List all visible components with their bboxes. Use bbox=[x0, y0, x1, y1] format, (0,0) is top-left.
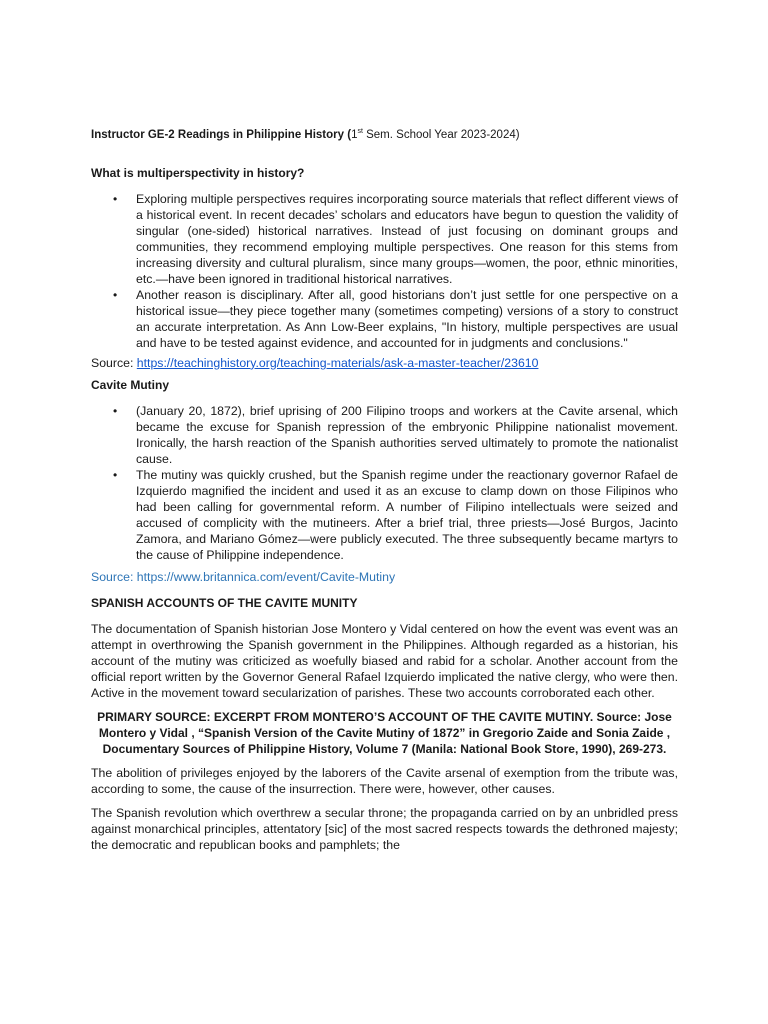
abolition-paragraph: The abolition of privileges enjoyed by the laborers of the Cavite arsenal of exemption from the tribute was, according to some, the cause of the insurrection. There were, however, other causes. bbox=[91, 765, 678, 796]
header-semester: Sem. School Year 2023-2024) bbox=[362, 128, 520, 141]
section-heading-spanish-accounts: SPANISH ACCOUNTS OF THE CAVITE MUNITY bbox=[91, 595, 358, 610]
bullet-icon: • bbox=[113, 287, 118, 302]
multiperspectivity-list bbox=[91, 191, 678, 351]
bullet-icon: • bbox=[113, 403, 118, 418]
list-item bbox=[91, 403, 678, 467]
list-item-text: Another reason is disciplinary. After all, good historians don’t just settle for one perspective on a historical issue—they piece together many (sometimes competing) versions of a story to construct an accurate interpretation. As Ann Low-Beer explains, "In history, multiple perspectives are usual and have to be tested against evidence, and accounted for in judgments and conclusions." bbox=[136, 287, 678, 350]
source-label: Source: bbox=[91, 355, 137, 370]
section-heading-multiperspectivity: What is multiperspectivity in history? bbox=[91, 165, 305, 180]
header-title: Instructor GE-2 Readings in Philippine History ( bbox=[91, 128, 352, 141]
spanish-accounts-paragraph: The documentation of Spanish historian Jose Montero y Vidal centered on how the event was event was an attempt in overthrowing the Spanish government in the Philippines. Although regarded as a historian, his account of the mutiny was criticized as woefully biased and rabid for a scholar. Another account from the official report written by the Governor General Rafael Izquierdo implicated the native clergy, who were then. Active in the movement toward secularization of parishes. These two accounts corroborated each other. bbox=[91, 621, 678, 700]
list-item-text: The mutiny was quickly crushed, but the Spanish regime under the reactionary governor Rafael de Izquierdo magnified the incident and used it as an excuse to clamp down on those Filipinos who had been calling for governmental reform. A number of Filipino intellectuals were seized and accused of complicity with the mutineers. After a brief trial, three priests—José Burgos, Jacinto Zamora, and Mariano Gómez—were publicly executed. The three subsequently became martyrs to the cause of Philippine independence. bbox=[136, 467, 678, 562]
britannica-source[interactable]: Source: https://www.britannica.com/event/Cavite-Mutiny bbox=[91, 569, 396, 584]
spanish-revolution-paragraph: The Spanish revolution which overthrew a secular throne; the propaganda carried on by an unbridled press against monarchical principles, attentatory [sic] of the most sacred respects towards the dethroned majesty; the democratic and republican books and pamphlets; the bbox=[91, 805, 678, 852]
primary-source-citation: PRIMARY SOURCE: EXCERPT FROM MONTERO’S ACCOUNT OF THE CAVITE MUTINY. Source: Jose Montero y Vidal , “Spanish Version of the Cavite Mutiny of 1872” in Gregorio Zaide and Sonia Zaide , Documentary Sources of Philippine History, Volume 7 (Manila: National Book Store, 1990), 269-273. bbox=[97, 709, 672, 756]
list-item bbox=[91, 287, 678, 351]
bullet-icon: • bbox=[113, 467, 118, 482]
document-page bbox=[91, 124, 678, 861]
header-ordinal: 1 bbox=[351, 128, 358, 141]
bullet-icon: • bbox=[113, 191, 118, 206]
document-header bbox=[91, 124, 678, 143]
section-heading-cavite-mutiny: Cavite Mutiny bbox=[91, 377, 170, 392]
list-item bbox=[91, 467, 678, 563]
list-item-text: (January 20, 1872), brief uprising of 200 Filipino troops and workers at the Cavite arsenal, which became the excuse for Spanish repression of the embryonic Philippine nationalist movement. Ironically, the harsh reaction of the Spanish authorities served ultimately to promote the nationalist cause. bbox=[136, 403, 678, 466]
teachinghistory-link[interactable]: https://teachinghistory.org/teaching-materials/ask-a-master-teacher/23610 bbox=[136, 355, 539, 370]
cavite-mutiny-list bbox=[91, 403, 678, 563]
source-line-teachinghistory bbox=[91, 355, 678, 371]
header-ordinal-suffix: st bbox=[357, 128, 363, 135]
list-item-text: Exploring multiple perspectives requires incorporating source materials that reflect different views of a historical event. In recent decades’ scholars and educators have begun to question the validity of singular (one-sided) historical narratives. Instead of just focusing on dominant groups and communities, they recommend employing multiple perspectives. One reason for this stems from increasing diversity and cultural pluralism, since many groups—women, the poor, ethnic minorities, etc.—have been ignored in traditional historical narratives. bbox=[136, 191, 678, 286]
list-item bbox=[91, 191, 678, 287]
